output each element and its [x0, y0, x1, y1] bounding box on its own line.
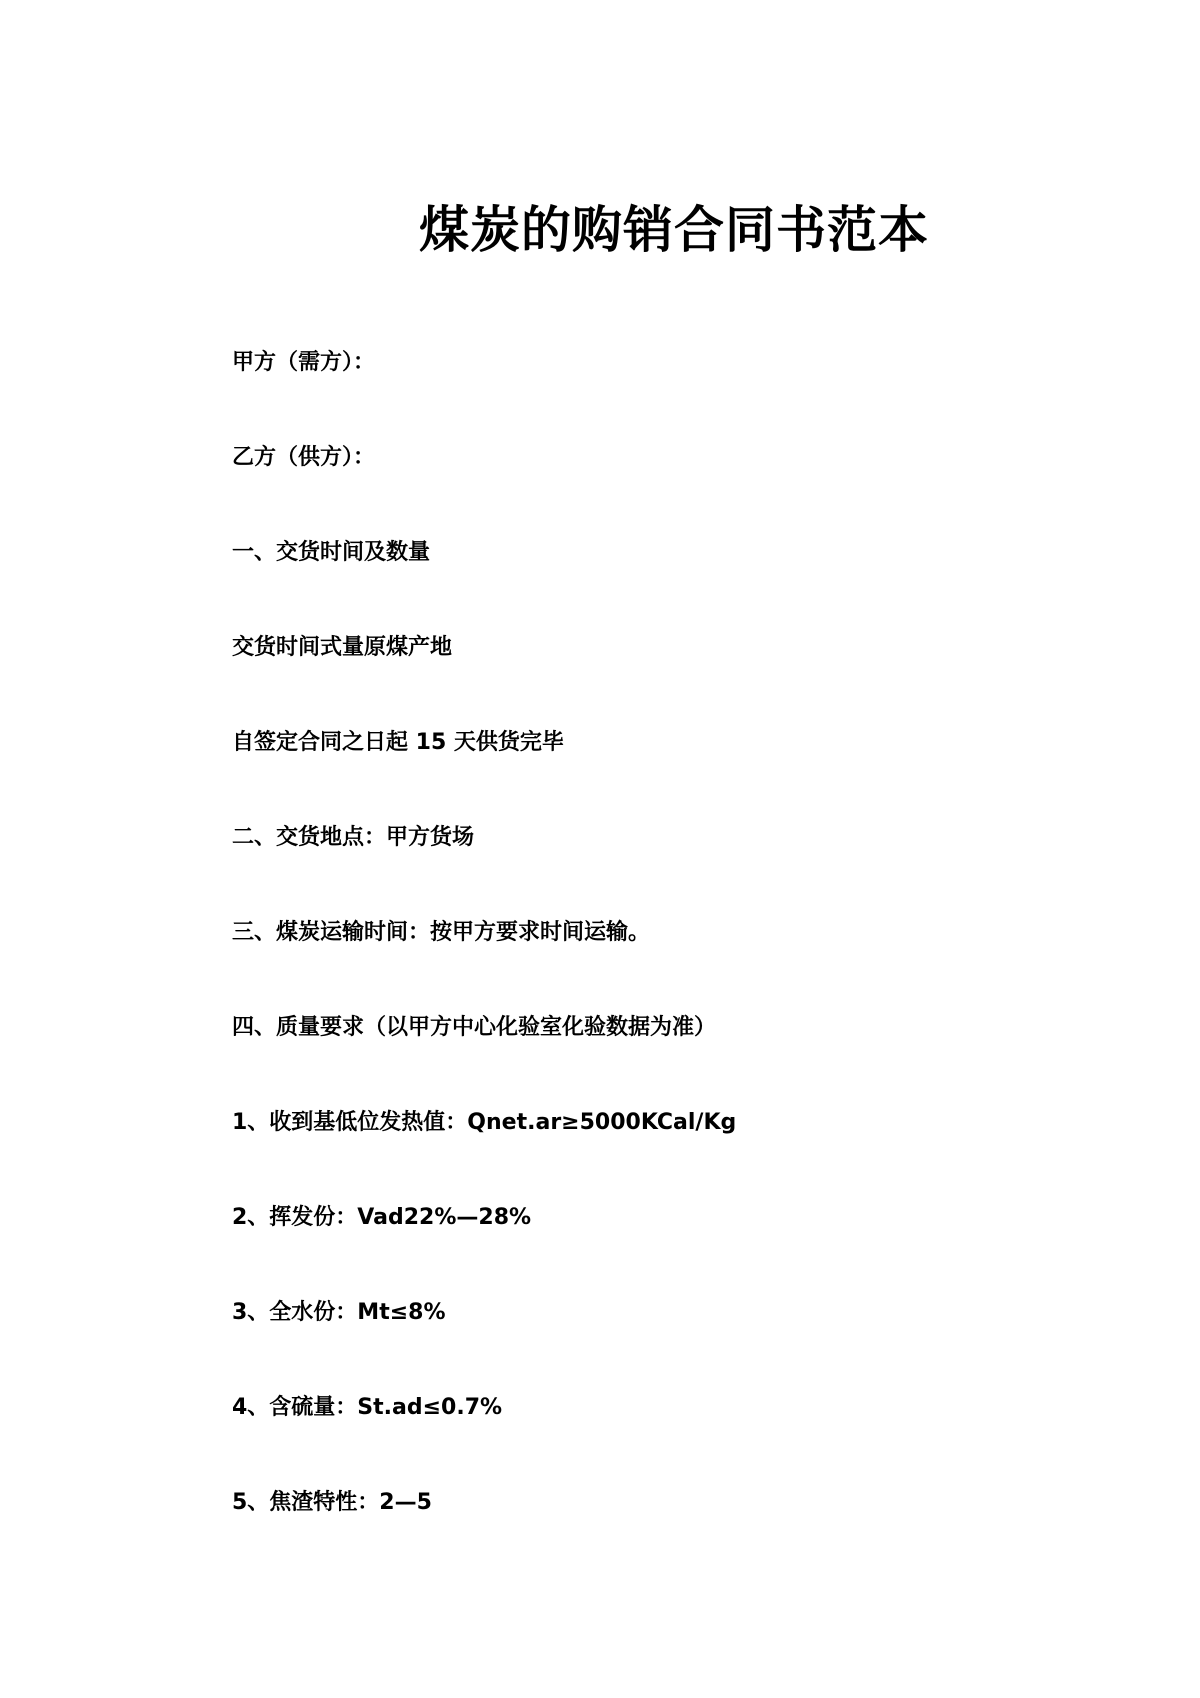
contract-body [232, 348, 1132, 1583]
party-b-line: 乙方（供方）： [232, 445, 376, 470]
quality-item-volatile: 2、挥发份：Vad22%—28% [232, 1205, 532, 1230]
section-3-transport-time: 三、煤炭运输时间：按甲方要求时间运输。 [232, 920, 651, 945]
section-4-quality-heading: 四、质量要求（以甲方中心化验室化验数据为准） [232, 1015, 717, 1040]
document-title: 煤炭的购销合同书范本 [419, 201, 929, 259]
delivery-time-line: 自签定合同之日起 15 天供货完毕 [232, 730, 564, 755]
delivery-table-header: 交货时间式量原煤产地 [232, 635, 453, 660]
party-a-line: 甲方（需方）： [232, 350, 376, 375]
quality-item-sulfur: 4、含硫量：St.ad≤0.7% [232, 1395, 503, 1420]
section-1-heading: 一、交货时间及数量 [232, 540, 431, 565]
quality-item-calorific-value: 1、收到基低位发热值：Qnet.ar≥5000KCal/Kg [232, 1110, 737, 1135]
section-2-delivery-place: 二、交货地点：甲方货场 [232, 825, 475, 850]
quality-item-moisture: 3、全水份：Mt≤8% [232, 1300, 446, 1325]
quality-item-coke-residue: 5、焦渣特性：2—5 [232, 1490, 432, 1515]
